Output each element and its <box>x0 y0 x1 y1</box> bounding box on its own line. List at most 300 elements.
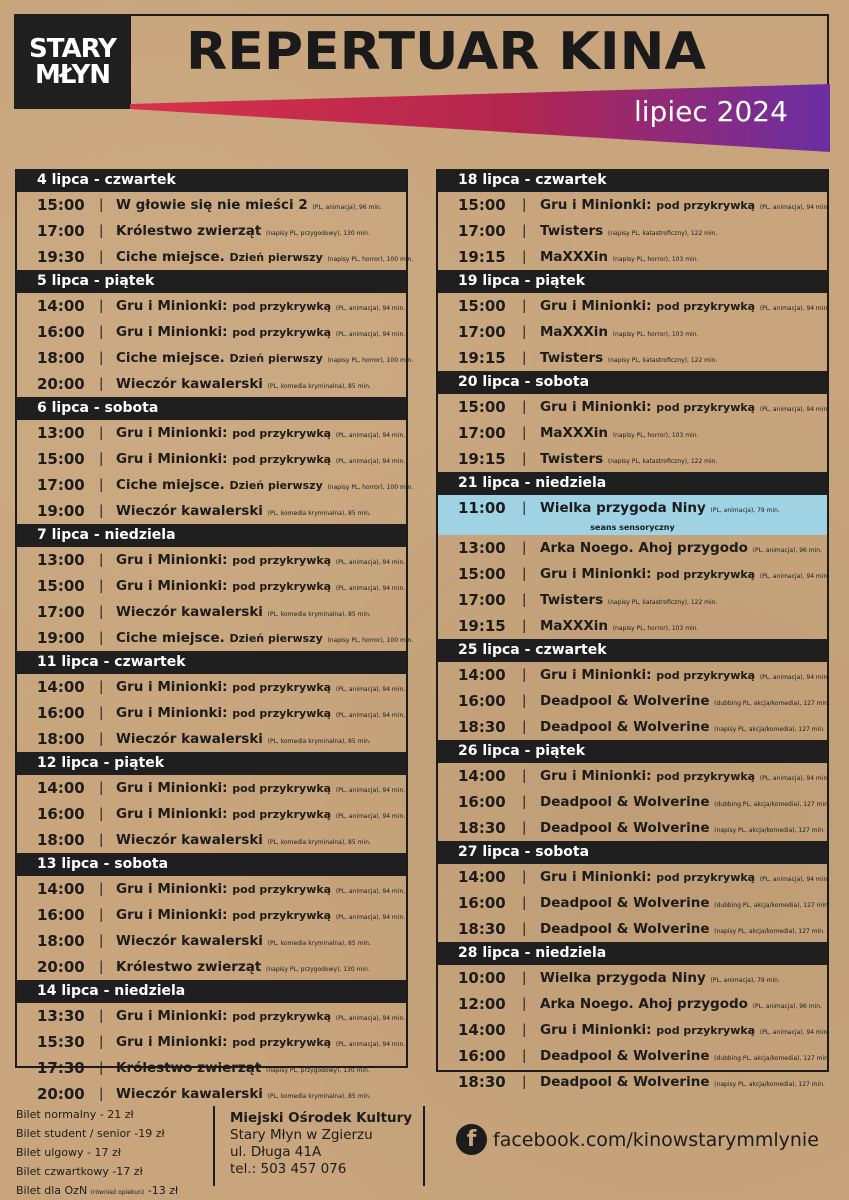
film-details: (PL, komedia kryminalna), 85 min. <box>267 510 371 517</box>
film-subtitle: Dzień pierwszy <box>229 632 323 645</box>
screening-time: 14:00 <box>458 1021 506 1039</box>
screening-time: 15:00 <box>458 196 506 214</box>
film-name: Wieczór kawalerski <box>116 503 263 519</box>
film-title <box>116 223 370 239</box>
film-name: Deadpool & Wolverine <box>540 693 710 709</box>
film-title <box>540 399 829 415</box>
screening-time: 20:00 <box>37 1085 85 1103</box>
screening-time: 18:00 <box>37 730 85 748</box>
separator: | <box>99 705 104 721</box>
film-name: Deadpool & Wolverine <box>540 895 710 911</box>
film-details: (napisy PL, akcja/komedia), 127 min. <box>714 1081 825 1088</box>
screening-time: 13:30 <box>37 1007 85 1025</box>
screening-time: 17:00 <box>458 591 506 609</box>
film-details: (PL, animacja), 94 min. <box>335 585 406 592</box>
film-title <box>540 350 717 366</box>
day-header: 21 lipca - niedziela <box>438 472 827 495</box>
separator: | <box>522 1022 527 1038</box>
film-name: Wieczór kawalerski <box>116 832 263 848</box>
screening-row <box>438 662 830 688</box>
film-name: Królestwo zwierząt <box>116 959 262 975</box>
separator: | <box>522 794 527 810</box>
screening-row <box>438 789 830 815</box>
film-subtitle: pod przykrywką <box>232 808 332 821</box>
day-header: 28 lipca - niedziela <box>438 942 827 965</box>
film-name: Ciche miejsce. <box>116 477 225 493</box>
film-details: (napisy PL, przygodowy), 130 min. <box>266 966 370 973</box>
film-subtitle: Dzień pierwszy <box>229 479 323 492</box>
screening-time: 13:00 <box>37 424 85 442</box>
film-title <box>116 881 405 897</box>
screening-row <box>438 864 830 890</box>
film-details: (dubbing PL, akcja/komedia), 127 min. <box>714 801 830 808</box>
screening-row <box>17 1003 406 1029</box>
screening-row <box>438 218 827 244</box>
screening-row <box>17 293 406 319</box>
separator: | <box>522 399 527 415</box>
film-title <box>116 705 405 721</box>
film-details: (PL, animacja), 94 min. <box>335 712 406 719</box>
month-label: lipiec 2024 <box>634 95 788 128</box>
film-details: (PL, animacja), 94 min. <box>759 305 830 312</box>
screening-time: 20:00 <box>37 958 85 976</box>
film-name: Arka Noego. Ahoj przygodo <box>540 540 748 556</box>
address-block <box>230 1110 412 1178</box>
day-header: 11 lipca - czwartek <box>17 651 406 674</box>
separator: | <box>99 376 104 392</box>
separator: | <box>99 425 104 441</box>
screening-row <box>17 700 406 726</box>
film-subtitle: pod przykrywką <box>656 669 756 682</box>
screening-row <box>17 775 406 801</box>
film-details: (napisy PL, akcja/komedia), 127 min. <box>714 928 825 935</box>
film-title <box>116 350 413 366</box>
film-name: Gru i Minionki: <box>116 451 228 467</box>
screening-time: 17:30 <box>37 1059 85 1077</box>
film-details: (PL, animacja), 94 min. <box>335 1041 406 1048</box>
footer-divider <box>423 1106 425 1186</box>
price-line: Bilet czwartkowy -17 zł <box>16 1165 143 1178</box>
screening-time: 13:00 <box>37 551 85 569</box>
film-subtitle: pod przykrywką <box>232 326 332 339</box>
film-name: Deadpool & Wolverine <box>540 921 710 937</box>
separator: | <box>522 350 527 366</box>
day-header: 14 lipca - niedziela <box>17 980 406 1003</box>
separator: | <box>99 197 104 213</box>
screening-row <box>438 192 830 218</box>
film-details: (PL, animacja), 94 min. <box>335 813 406 820</box>
film-name: Królestwo zwierząt <box>116 1060 262 1076</box>
screening-row <box>438 714 827 740</box>
screening-time: 15:00 <box>458 297 506 315</box>
separator: | <box>99 324 104 340</box>
film-title <box>540 1074 825 1090</box>
film-subtitle: pod przykrywką <box>232 1036 332 1049</box>
film-title <box>540 693 830 709</box>
screening-row <box>17 954 406 980</box>
screening-time: 19:00 <box>37 629 85 647</box>
screening-time: 14:00 <box>37 779 85 797</box>
film-details: (PL, komedia kryminalna), 85 min. <box>267 611 371 618</box>
film-name: Gru i Minionki: <box>116 806 228 822</box>
film-details: (PL, animacja), 94 min. <box>759 775 830 782</box>
film-title <box>116 604 371 620</box>
film-name: Wieczór kawalerski <box>116 1086 263 1102</box>
film-subtitle: pod przykrywką <box>232 300 332 313</box>
film-title <box>540 249 698 265</box>
separator: | <box>522 451 527 467</box>
film-name: Wieczór kawalerski <box>116 376 263 392</box>
film-title <box>540 794 830 810</box>
film-details: (napisy PL, horror), 100 min. <box>327 256 414 263</box>
screening-row <box>17 625 414 651</box>
film-name: Twisters <box>540 592 604 608</box>
film-name: MaXXXin <box>540 618 609 634</box>
film-subtitle: pod przykrywką <box>232 909 332 922</box>
separator: | <box>522 566 527 582</box>
film-title <box>540 667 829 683</box>
screening-row <box>17 1081 406 1107</box>
film-title <box>116 1034 405 1050</box>
film-title <box>116 578 405 594</box>
film-subtitle: pod przykrywką <box>656 199 756 212</box>
film-title <box>116 959 370 975</box>
stary-mlyn-logo <box>14 14 131 109</box>
screening-row <box>438 965 827 991</box>
screening-row <box>438 688 830 714</box>
film-name: Deadpool & Wolverine <box>540 794 710 810</box>
address-line: Stary Młyn w Zgierzu <box>230 1127 373 1143</box>
film-details: (napisy PL, horror), 103 min. <box>612 625 699 632</box>
film-title <box>116 503 371 519</box>
separator: | <box>522 223 527 239</box>
film-details: (PL, animacja), 94 min. <box>335 888 406 895</box>
separator: | <box>522 298 527 314</box>
screening-row <box>17 498 406 524</box>
film-name: Wielka przygoda Niny <box>540 970 706 986</box>
film-details: (PL, animacja), 94 min. <box>759 406 830 413</box>
screening-row <box>438 446 827 472</box>
film-details: (PL, komedia kryminalna), 85 min. <box>267 940 371 947</box>
screening-row <box>17 827 406 853</box>
film-title <box>540 869 829 885</box>
film-name: Gru i Minionki: <box>540 1022 652 1038</box>
screening-time: 15:30 <box>37 1033 85 1051</box>
screening-row <box>17 371 406 397</box>
film-title <box>116 324 405 340</box>
separator: | <box>99 806 104 822</box>
film-title <box>116 425 405 441</box>
film-subtitle: pod przykrywką <box>232 427 332 440</box>
screening-row <box>438 535 827 561</box>
film-details: (PL, animacja), 94 min. <box>759 1029 830 1036</box>
screening-row <box>17 345 414 371</box>
film-title <box>116 1086 371 1102</box>
screening-time: 20:00 <box>37 375 85 393</box>
film-title <box>540 197 829 213</box>
film-name: Wieczór kawalerski <box>116 933 263 949</box>
film-details: (dubbing PL, akcja/komedia), 127 min. <box>714 1055 830 1062</box>
film-name: Królestwo zwierząt <box>116 223 262 239</box>
screening-row <box>17 192 406 218</box>
screening-time: 16:00 <box>37 704 85 722</box>
film-name: MaXXXin <box>540 249 609 265</box>
institution-name: Miejski Ośrodek Kultury <box>230 1110 413 1126</box>
film-title <box>540 895 830 911</box>
film-details: (PL, animacja), 94 min. <box>759 573 830 580</box>
separator: | <box>99 350 104 366</box>
film-details: (PL, animacja), 94 min. <box>335 686 406 693</box>
screening-time: 18:30 <box>458 718 506 736</box>
separator: | <box>522 1048 527 1064</box>
film-name: Wieczór kawalerski <box>116 604 263 620</box>
film-details: (napisy PL, horror), 100 min. <box>327 637 414 644</box>
film-name: Gru i Minionki: <box>540 399 652 415</box>
schedule-column-right <box>436 169 830 1091</box>
day-header: 7 lipca - niedziela <box>17 524 406 547</box>
film-details: (PL, animacja), 94 min. <box>335 305 406 312</box>
film-title <box>116 630 413 646</box>
film-name: Gru i Minionki: <box>116 705 228 721</box>
film-name: MaXXXin <box>540 324 609 340</box>
film-name: Gru i Minionki: <box>540 667 652 683</box>
separator: | <box>99 1034 104 1050</box>
screening-time: 18:30 <box>458 1073 506 1091</box>
separator: | <box>99 503 104 519</box>
separator: | <box>99 477 104 493</box>
film-name: Wielka przygoda Niny <box>540 500 706 516</box>
film-details: (dubbing PL, akcja/komedia), 127 min. <box>714 902 830 909</box>
screening-row <box>438 495 827 521</box>
screening-time: 17:00 <box>458 424 506 442</box>
price-line: Bilet ulgowy - 17 zł <box>16 1146 121 1159</box>
film-details: (napisy PL, horror), 103 min. <box>612 432 699 439</box>
film-name: Gru i Minionki: <box>116 298 228 314</box>
film-name: Gru i Minionki: <box>116 679 228 695</box>
film-details: (PL, animacja), 94 min. <box>335 1015 406 1022</box>
film-title <box>116 933 371 949</box>
film-details: (napisy PL, akcja/komedia), 127 min. <box>714 827 825 834</box>
screening-time: 19:15 <box>458 617 506 635</box>
separator: | <box>522 667 527 683</box>
film-subtitle: pod przykrywką <box>232 883 332 896</box>
separator: | <box>522 921 527 937</box>
film-name: Gru i Minionki: <box>540 298 652 314</box>
screening-row <box>17 674 406 700</box>
screening-time: 14:00 <box>458 666 506 684</box>
screening-row <box>438 345 827 371</box>
facebook-icon: f <box>456 1124 487 1155</box>
separator: | <box>99 731 104 747</box>
film-title <box>116 197 382 213</box>
screening-time: 18:30 <box>458 819 506 837</box>
screening-time: 15:00 <box>37 577 85 595</box>
price-line: Bilet normalny - 21 zł <box>16 1108 134 1121</box>
film-details: (PL, animacja), 79 min. <box>710 977 780 984</box>
film-title <box>116 298 405 314</box>
film-details: (napisy PL, horror), 103 min. <box>612 331 699 338</box>
separator: | <box>99 881 104 897</box>
screening-row <box>17 1029 406 1055</box>
screening-row <box>17 902 406 928</box>
ticket-prices <box>16 1105 178 1200</box>
film-title <box>116 451 405 467</box>
day-header: 19 lipca - piątek <box>438 270 827 293</box>
separator: | <box>99 451 104 467</box>
facebook-url[interactable]: facebook.com/kinowstarymmlynie <box>493 1128 819 1151</box>
screening-time: 14:00 <box>458 767 506 785</box>
separator: | <box>99 679 104 695</box>
film-details: (PL, animacja), 94 min. <box>335 914 406 921</box>
price-line: Bilet dla OzN (również opiekun) -13 zł <box>16 1184 179 1197</box>
separator: | <box>522 719 527 735</box>
separator: | <box>522 249 527 265</box>
screening-time: 16:00 <box>458 692 506 710</box>
day-header: 25 lipca - czwartek <box>438 639 827 662</box>
screening-time: 19:15 <box>458 248 506 266</box>
film-subtitle: Dzień pierwszy <box>229 352 323 365</box>
film-title <box>540 1022 829 1038</box>
screening-row <box>17 928 406 954</box>
film-title <box>116 907 405 923</box>
screening-row <box>17 1055 406 1081</box>
separator: | <box>99 933 104 949</box>
screening-time: 15:00 <box>37 196 85 214</box>
film-title <box>116 780 405 796</box>
screening-row <box>17 801 406 827</box>
screening-time: 15:00 <box>458 398 506 416</box>
separator: | <box>522 425 527 441</box>
screening-time: 18:00 <box>37 349 85 367</box>
page-title: REPERTUAR KINA <box>186 22 706 82</box>
screening-row <box>438 1043 830 1069</box>
price-line: Bilet student / senior -19 zł <box>16 1127 165 1140</box>
screening-row <box>17 726 406 752</box>
film-subtitle: Dzień pierwszy <box>229 251 323 264</box>
film-details: (PL, komedia kryminalna), 85 min. <box>267 383 371 390</box>
film-details: (PL, animacja), 96 min. <box>752 547 822 554</box>
logo-line-1: STARY <box>29 33 116 64</box>
separator: | <box>99 604 104 620</box>
screening-row <box>438 763 830 789</box>
film-name: Ciche miejsce. <box>116 350 225 366</box>
film-subtitle: pod przykrywką <box>232 707 332 720</box>
film-title <box>540 996 822 1012</box>
film-name: Ciche miejsce. <box>116 630 225 646</box>
separator: | <box>522 820 527 836</box>
separator: | <box>522 1074 527 1090</box>
day-header: 12 lipca - piątek <box>17 752 406 775</box>
film-subtitle: pod przykrywką <box>656 568 756 581</box>
film-name: Twisters <box>540 451 604 467</box>
day-header: 13 lipca - sobota <box>17 853 406 876</box>
screening-row <box>438 420 827 446</box>
film-details: (napisy PL, przygodowy), 130 min. <box>266 1067 370 1074</box>
film-title <box>540 1048 830 1064</box>
film-title <box>540 540 822 556</box>
screening-row <box>17 599 406 625</box>
film-name: MaXXXin <box>540 425 609 441</box>
film-subtitle: pod przykrywką <box>232 580 332 593</box>
film-name: Gru i Minionki: <box>116 1034 228 1050</box>
film-name: Gru i Minionki: <box>540 566 652 582</box>
screening-row <box>17 446 406 472</box>
film-name: Gru i Minionki: <box>116 324 228 340</box>
film-details: (napisy PL, horror), 100 min. <box>327 484 414 491</box>
separator: | <box>522 895 527 911</box>
film-details: (dubbing PL, akcja/komedia), 127 min. <box>714 700 830 707</box>
screening-time: 12:00 <box>458 995 506 1013</box>
film-name: Gru i Minionki: <box>116 907 228 923</box>
film-details: (PL, komedia kryminalna), 85 min. <box>267 738 371 745</box>
separator: | <box>99 630 104 646</box>
day-header: 6 lipca - sobota <box>17 397 406 420</box>
film-details: (napisy PL, katastroficzny), 122 min. <box>607 357 718 364</box>
film-title <box>116 679 405 695</box>
film-title <box>540 425 698 441</box>
screening-time: 11:00 <box>458 499 506 517</box>
screening-time: 18:00 <box>37 831 85 849</box>
film-subtitle: pod przykrywką <box>656 401 756 414</box>
screening-time: 19:15 <box>458 349 506 367</box>
film-details: (PL, animacja), 79 min. <box>710 507 780 514</box>
film-title <box>116 1008 405 1024</box>
film-details: (napisy PL, horror), 100 min. <box>327 357 414 364</box>
address-line: ul. Długa 41A <box>230 1144 322 1160</box>
film-details: (napisy PL, przygodowy), 130 min. <box>266 230 370 237</box>
screening-row <box>17 218 406 244</box>
film-details: (PL, animacja), 94 min. <box>335 331 406 338</box>
film-name: Ciche miejsce. <box>116 249 225 265</box>
film-details: (napisy PL, katastroficzny), 122 min. <box>607 458 718 465</box>
screening-row <box>438 244 827 270</box>
separator: | <box>522 768 527 784</box>
film-title <box>116 552 405 568</box>
film-title <box>540 820 825 836</box>
screening-time: 16:00 <box>458 894 506 912</box>
separator: | <box>99 249 104 265</box>
film-title <box>116 376 371 392</box>
screening-row <box>438 815 827 841</box>
facebook-link[interactable] <box>456 1124 819 1155</box>
screening-time: 16:00 <box>37 323 85 341</box>
screening-time: 19:30 <box>37 248 85 266</box>
film-name: Arka Noego. Ahoj przygodo <box>540 996 748 1012</box>
film-title <box>540 921 825 937</box>
screening-time: 14:00 <box>37 678 85 696</box>
film-name: Gru i Minionki: <box>540 197 652 213</box>
screening-time: 14:00 <box>37 880 85 898</box>
screening-time: 16:00 <box>37 906 85 924</box>
screening-row <box>438 1017 830 1043</box>
film-subtitle: pod przykrywką <box>656 300 756 313</box>
screening-note: seans sensoryczny <box>438 521 827 535</box>
screening-row <box>438 613 827 639</box>
screening-time: 13:00 <box>458 539 506 557</box>
film-details: (PL, animacja), 94 min. <box>335 458 406 465</box>
film-details: (PL, animacja), 94 min. <box>335 787 406 794</box>
film-details: (PL, animacja), 94 min. <box>335 432 406 439</box>
film-subtitle: pod przykrywką <box>232 1010 332 1023</box>
screening-time: 17:00 <box>458 222 506 240</box>
film-title <box>540 768 829 784</box>
separator: | <box>522 500 527 516</box>
screening-row <box>438 561 830 587</box>
screening-time: 14:00 <box>458 868 506 886</box>
film-name: Deadpool & Wolverine <box>540 719 710 735</box>
film-title <box>540 719 825 735</box>
film-name: Gru i Minionki: <box>116 425 228 441</box>
